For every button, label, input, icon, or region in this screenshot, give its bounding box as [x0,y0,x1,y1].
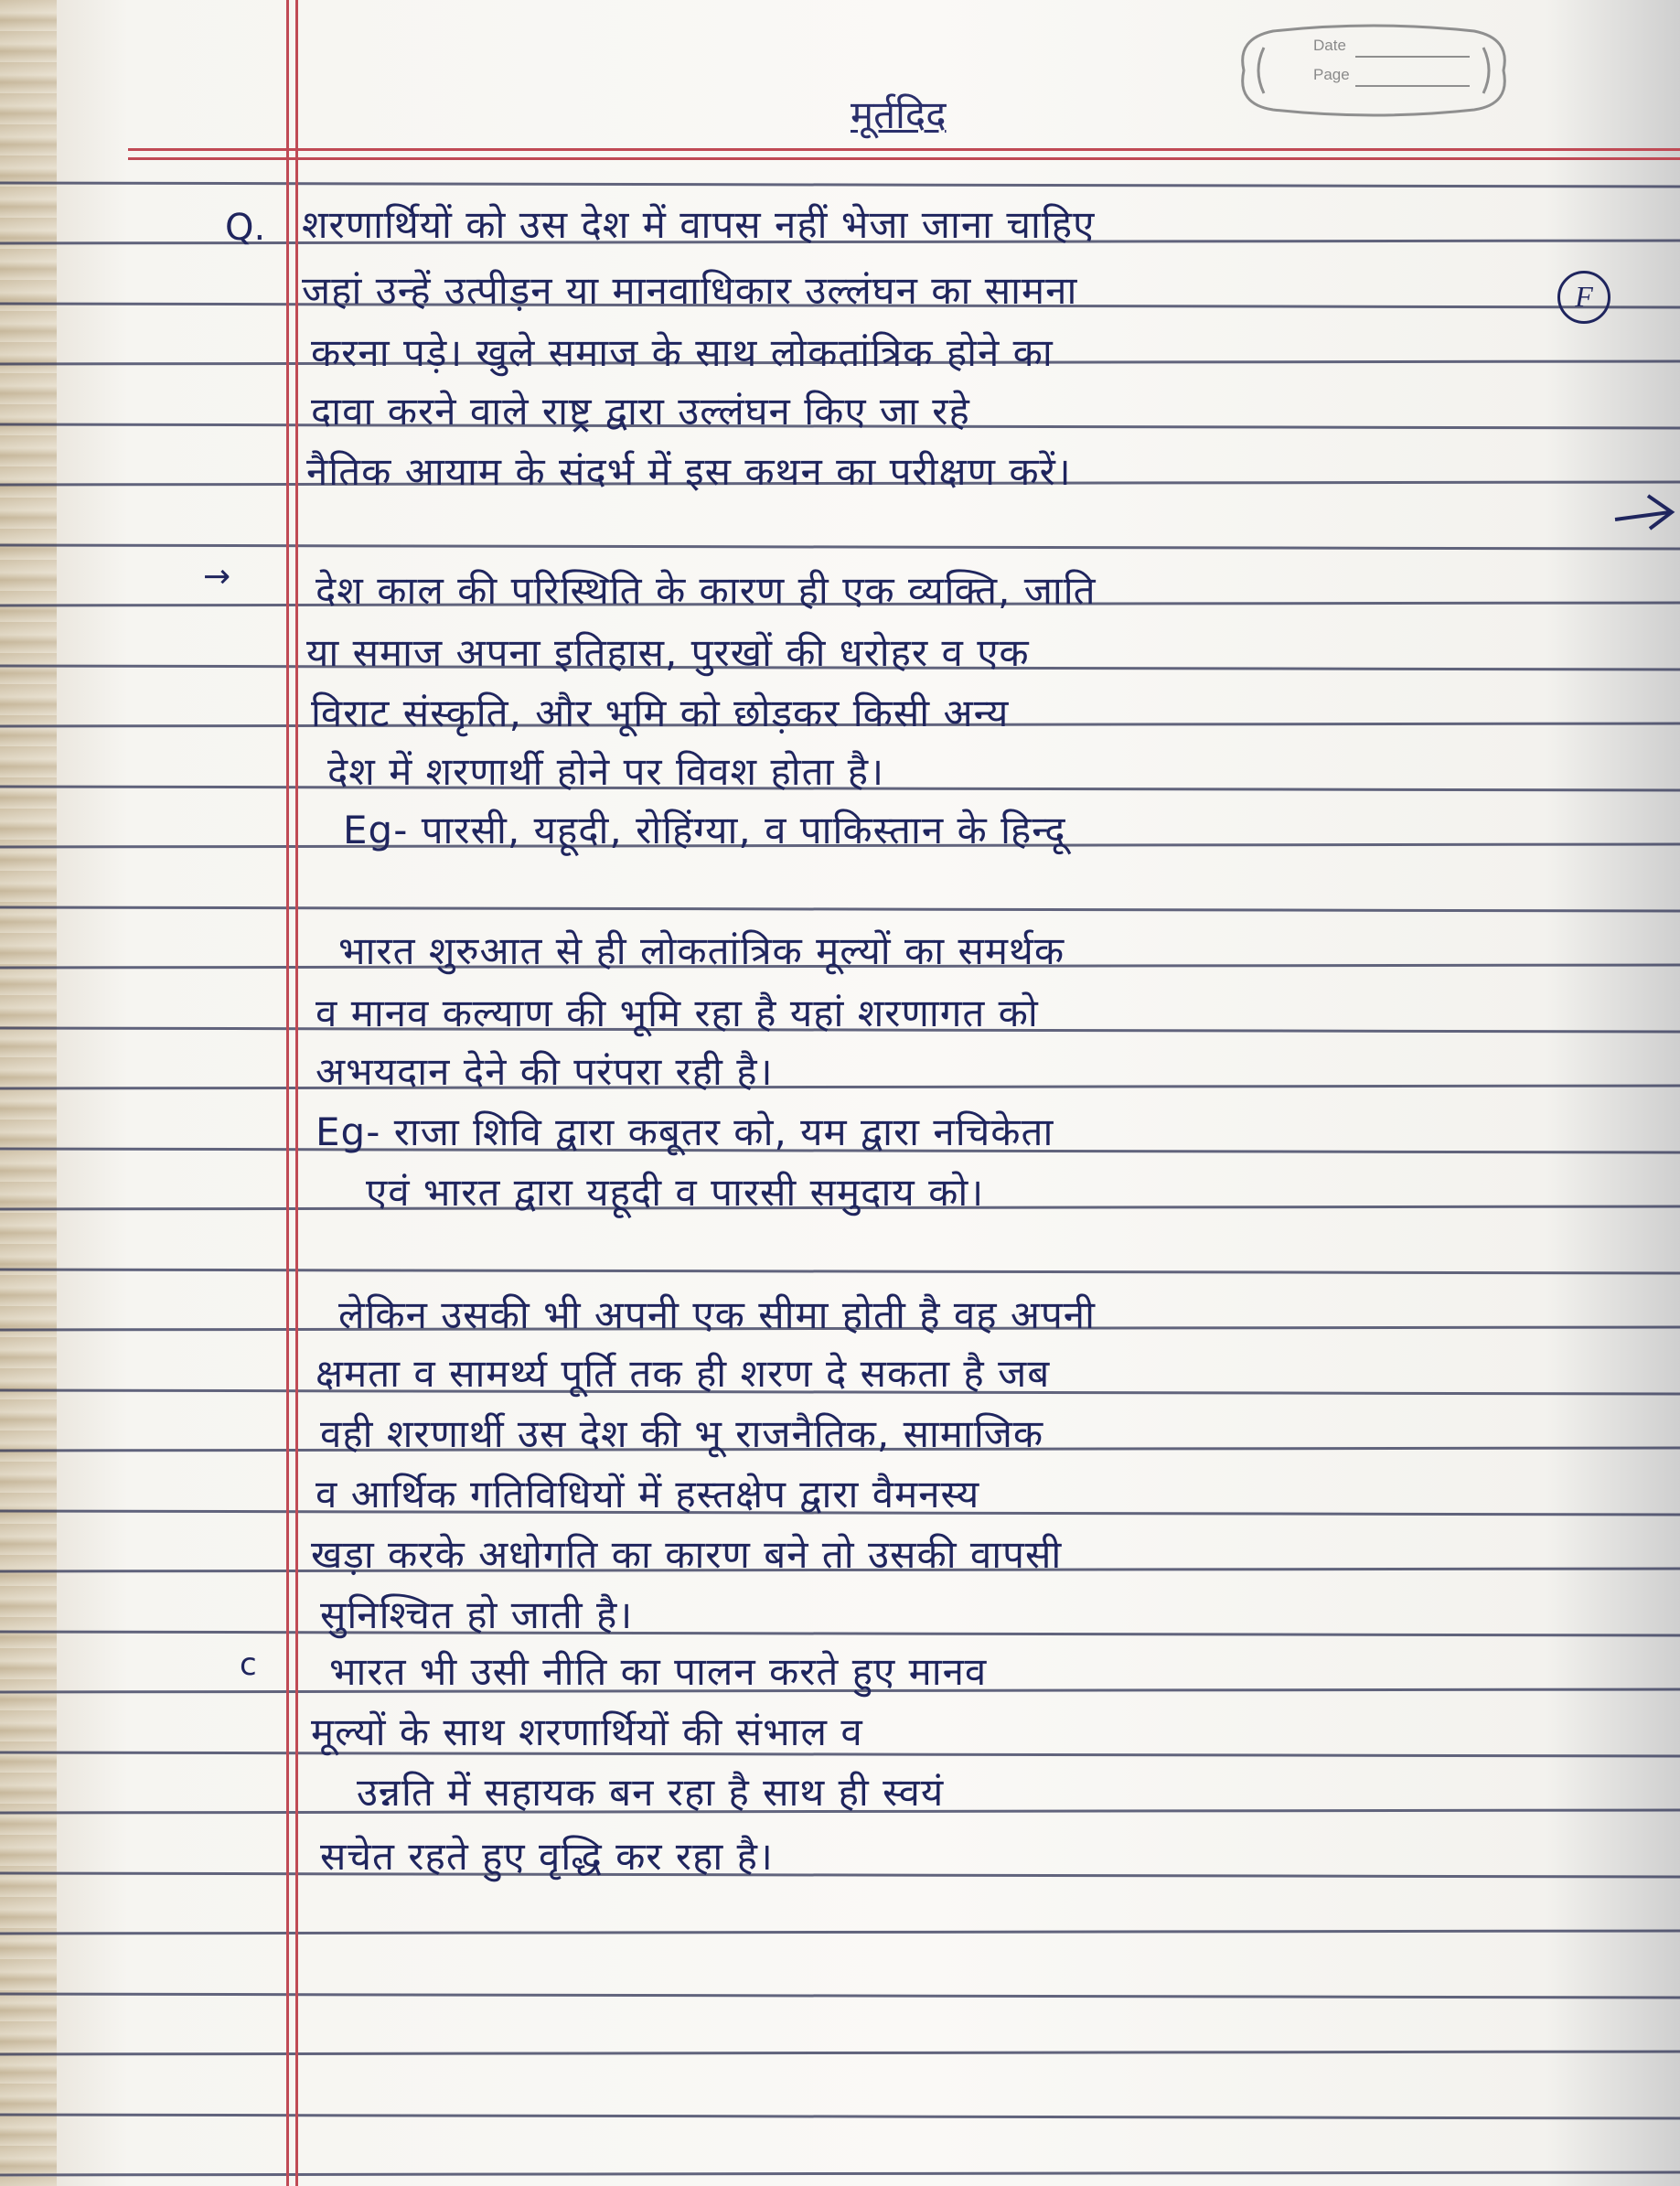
answer-line: वही शरणार्थी उस देश की भू राजनैतिक, सामाजिक [320,1411,1044,1456]
date-page-box [1236,20,1511,121]
answer-line: व आर्थिक गतिविधियों में हस्तक्षेप द्वारा वैमनस्य [316,1472,980,1516]
question-line: करना पड़े। खुले समाज के साथ लोकतांत्रिक होने का [311,330,1054,375]
page-label: Page [1313,66,1350,83]
question-line: जहां उन्हें उत्पीड़न या मानवाधिकार उल्लंघन का सामना [302,268,1078,313]
answer-line: या समाज अपना इतिहास, पुरखों की धरोहर व एक [306,630,1030,675]
margin-line [286,0,289,2186]
ruled-line [0,1994,1680,1998]
answer-line: लेकिन उसकी भी अपनी एक सीमा होती है वह अपनी [338,1292,1096,1337]
scroll-frame-icon [1236,20,1511,121]
ruled-line [0,1270,1680,1273]
answer-line: उन्नति में सहायक बन रहा है साथ ही स्वयं [357,1770,945,1815]
ruled-line [0,907,1680,911]
question-line: दावा करने वाले राष्ट्र द्वारा उल्लंघन किए जा रहे [311,389,970,434]
header-rule [128,157,1680,160]
ruled-line [0,183,1680,187]
answer-line: एवं भारत द्वारा यहूदी व पारसी समुदाय को। [366,1170,985,1215]
answer-line: सुनिश्चित हो जाती है। [320,1592,634,1637]
ruled-line [0,1086,1680,1088]
answer-line: देश में शरणार्थी होने पर विवश होता है। [327,749,885,794]
answer-line: Eg- राजा शिवि द्वारा कबूतर को, यम द्वारा नचिकेता [316,1109,1054,1154]
answer-line: देश काल की परिस्थिति के कारण ही एक व्यक्ति, जाति [316,568,1097,613]
margin-badge: F [1557,271,1610,324]
ruled-line [0,2172,1680,2175]
question-line: नैतिक आयाम के संदर्भ में इस कथन का परीक्षण करें। [306,449,1072,494]
ruled-line [0,1873,1680,1877]
ruled-line [0,545,1680,549]
answer-line: अभयदान देने की परंपरा रही है। [316,1049,774,1094]
answer-line: भारत भी उसी नीति का पालन करते हुए मानव [329,1649,988,1694]
header-rule [128,148,1680,151]
ruled-line [0,1931,1680,1934]
question-marker: Q. [225,207,266,249]
answer-line: व मानव कल्याण की भूमि रहा है यहां शरणागत को [316,991,1039,1035]
ruled-line [0,2115,1680,2118]
page-title: मूर्तदिद [851,92,947,137]
paragraph-marker: c [240,1646,257,1683]
arrow-right-icon [1611,485,1675,540]
ruled-line [0,1632,1680,1635]
answer-line: मूल्यों के साथ शरणार्थियों की संभाल व [311,1709,863,1754]
answer-line: भारत शुरुआत से ही लोकतांत्रिक मूल्यों का समर्थक [338,928,1065,973]
margin-line [295,0,298,2186]
answer-arrow-icon: → [203,558,231,595]
answer-line: Eg- पारसी, यहूदी, रोहिंग्या, व पाकिस्तान के हिन्दू [343,808,1066,852]
answer-line: खड़ा करके अधोगति का कारण बने तो उसकी वापसी [311,1532,1063,1577]
answer-line: क्षमता व सामर्थ्य पूर्ति तक ही शरण दे सकता है जब [316,1351,1051,1396]
answer-line: विराट संस्कृति, और भूमि को छोड़कर किसी अन्य [311,691,1010,735]
ruled-line [0,2052,1680,2054]
answer-line: सचेत रहते हुए वृद्धि कर रहा है। [320,1834,774,1879]
date-label: Date [1313,37,1346,54]
question-line: शरणार्थियों को उस देश में वापस नहीं भेजा जाना चाहिए [302,202,1096,247]
